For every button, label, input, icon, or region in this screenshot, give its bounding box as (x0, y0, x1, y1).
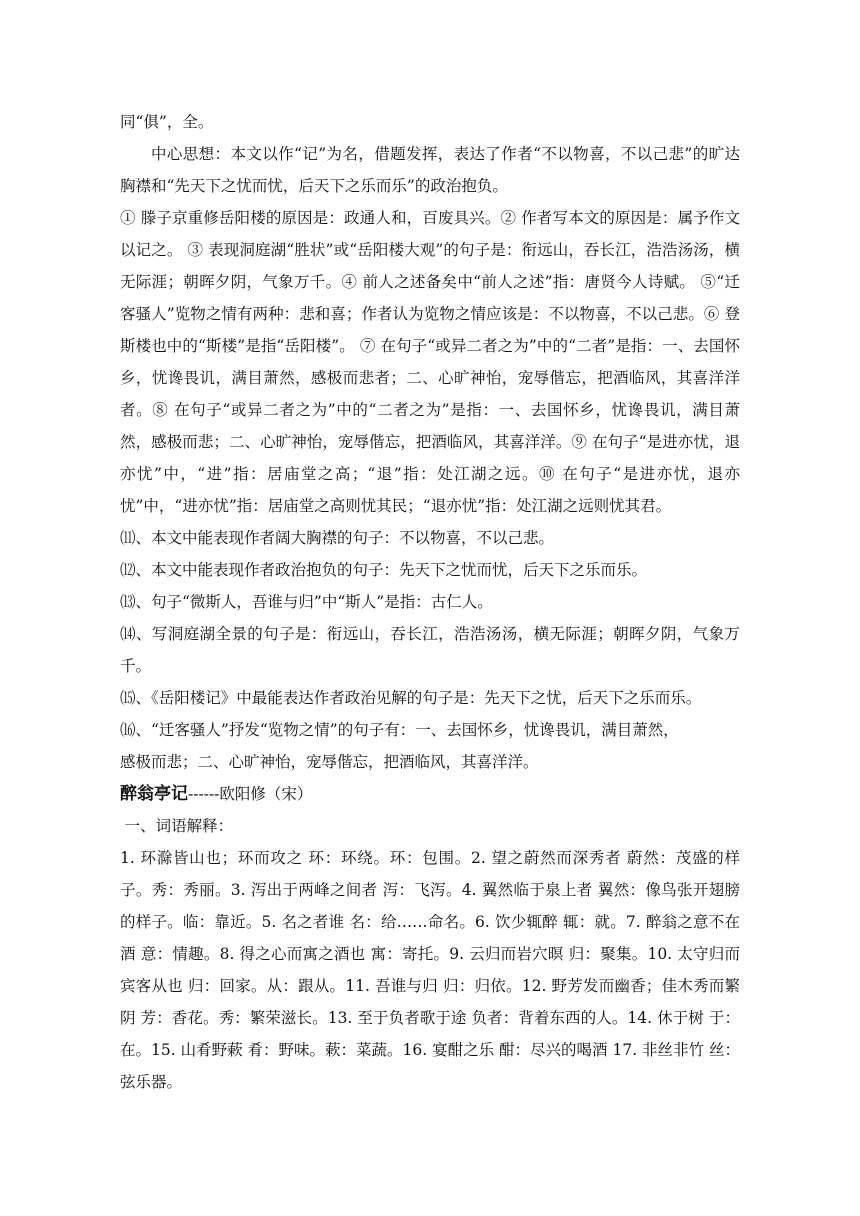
paragraph-item-12: ⑿、本文中能表现作者政治抱负的句子：先天下之忧而忧，后天下之乐而乐。 (120, 561, 648, 579)
paragraph-continuation: 同“俱”，全。 (120, 113, 214, 131)
section-heading (120, 778, 740, 810)
paragraph-item-16-line1: ⒃、“迁客骚人”抒发“览物之情”的句子有：一、去国怀乡，忧谗畏讥，满目萧然， (120, 721, 679, 739)
heading-title: 醉翁亭记 (120, 784, 188, 804)
paragraph-item-11: ⑾、本文中能表现作者阔大胸襟的句子：不以物喜，不以己悲。 (120, 529, 555, 547)
subheading-vocabulary: 一、词语解释： (124, 817, 234, 835)
heading-author: ------欧阳修（宋） (188, 785, 313, 803)
paragraph-questions: ① 滕子京重修岳阳楼的原因是：政通人和，百废具兴。② 作者写本文的原因是：属予作文以记之。 ③ 表现洞庭湖“胜状”或“岳阳楼大观”的句子是：衔远山，吞长江，浩浩汤汤，横无际涯；朝晖夕阴，气象万千。④ 前人之述备矣中“前人之述”指：唐贤今人诗赋。 ⑤“迁客骚人”览物之情有两种：悲和喜；作者认为览物之情应该是：不以物喜，不以己悲。⑥ 登斯楼也中的“斯楼”是指“岳阳楼”。 ⑦ 在句子“或异二者之为”中的“二者”是指：一、去国怀乡，忧谗畏讥，满目萧然，感极而悲者；二、心旷神怡，宠辱偕忘，把酒临风，其喜洋洋者。⑧ 在句子“或异二者之为”中的“二者之为”是指：一、去国怀乡，忧谗畏讥，满目萧然，感极而悲；二、心旷神怡，宠辱偕忘，把酒临风，其喜洋洋。⑨ 在句子“是进亦忧，退亦忧”中，“进”指：居庙堂之高；“退”指：处江湖之远。⑩ 在句子“是进亦忧，退亦忧”中，“进亦忧”指：居庙堂之高则忧其民；“退亦忧”指：处江湖之远则忧其君。 (120, 209, 740, 515)
paragraph-item-13: ⒀、句子“微斯人，吾谁与归”中“斯人”是指：古仁人。 (120, 593, 493, 611)
paragraph-item-14: ⒁、写洞庭湖全景的句子是：衔远山，吞长江，浩浩汤汤，横无际涯；朝晖夕阴，气象万千。 (120, 625, 740, 675)
paragraph-vocabulary: 1. 环滁皆山也；环而攻之 环：环绕。环：包围。2. 望之蔚然而深秀者 蔚然：茂盛的样子。秀：秀丽。3. 泻出于两峰之间者 泻：飞泻。4. 翼然临于泉上者 翼然：像鸟张开翅膀的样子。临：靠近。5. 名之者谁 名：给……命名。6. 饮少辄醉 辄：就。7. 醉翁之意不在酒 意：情趣。8. 得之心而寓之酒也 寓：寄托。9. 云归而岩穴暝 归：聚集。10. 太守归而宾客从也 归：回家。从：跟从。11. 吾谁与归 归：归依。12. 野芳发而幽香；佳木秀而繁阴 芳：香花。秀：繁荣滋长。13. 至于负者歌于途 负者：背着东西的人。14. 休于树 于：在。15. 山肴野蔌 肴：野味。蔌：菜蔬。16. 宴酣之乐 酣：尽兴的喝酒 17. 非丝非竹 丝：弦乐器。 (120, 849, 740, 1091)
paragraph-central-idea: 中心思想：本文以作“记”为名，借题发挥，表达了作者“不以物喜，不以己悲”的旷达胸襟和“先天下之忧而忧，后天下之乐而乐”的政治抱负。 (120, 145, 740, 195)
paragraph-item-15: ⒂、《岳阳楼记》中最能表达作者政治见解的句子是：先天下之忧，后天下之乐而乐。 (120, 689, 702, 707)
paragraph-item-16-line2: 感极而悲；二、心旷神怡，宠辱偕忘，把酒临风，其喜洋洋。 (120, 753, 539, 771)
document-body (120, 106, 740, 1098)
